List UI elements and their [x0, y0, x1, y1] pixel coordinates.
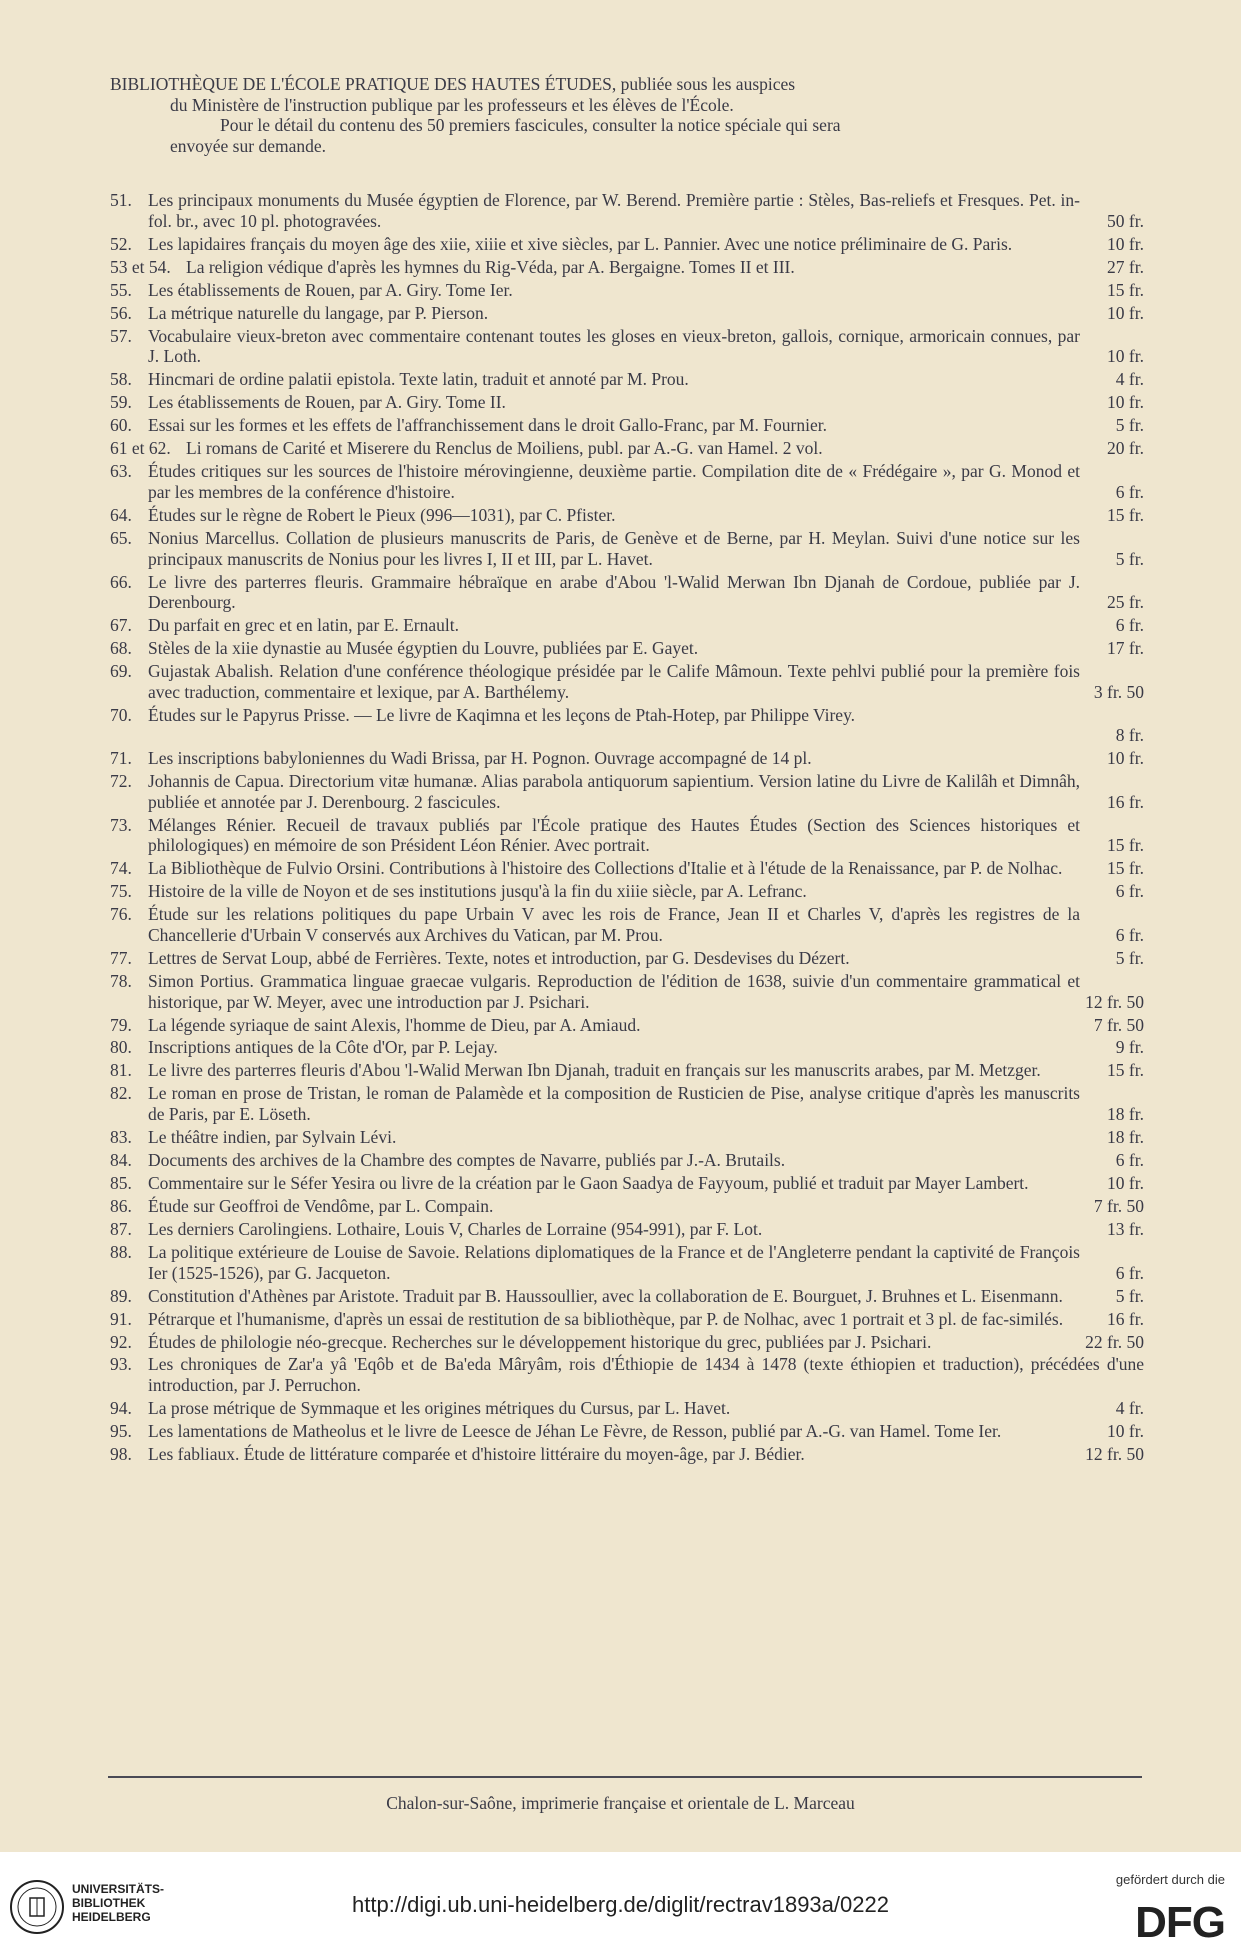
catalog-entry — [110, 1083, 1144, 1124]
entry-title: Les derniers Carolingiens. Lothaire, Louis V, Charles de Lorraine (954-991), par F. Lot. — [148, 1218, 763, 1239]
entry-number: 55. — [110, 279, 132, 300]
catalog-entry — [110, 904, 1144, 945]
entry-title: Stèles de la xiie dynastie au Musée égyptien du Louvre, publiées par E. Gayet. — [148, 638, 699, 659]
entry-price: 6 fr. — [1115, 1262, 1144, 1283]
entry-number: 79. — [110, 1014, 132, 1035]
catalog-entry — [110, 971, 1144, 1012]
entry-title: Li romans de Carité et Miserere du Renclus de Moiliens, publ. par A.-G. van Hamel. 2 vol. — [186, 438, 823, 459]
footer-rule — [108, 1776, 1142, 1778]
entry-title: Simon Portius. Grammatica linguae graecae vulgaris. Reproduction de l'édition de 1638, suivie d'un commentaire grammatical et historique, par W. Meyer, avec une introduction par J. Psichari. — [148, 970, 1080, 1012]
header-line-3: Pour le détail du contenu des 50 premiers fascicules, consulter la notice spéciale qui sera — [220, 115, 841, 136]
entry-title: Hincmari de ordine palatii epistola. Texte latin, traduit et annoté par M. Prou. — [148, 369, 689, 390]
catalog-entry — [110, 572, 1144, 613]
entry-title: Gujastak Abalish. Relation d'une conférence théologique présidée par le Calife Mâmoun. Texte pehlvi publié pour la première fois avec traduction, commentaire et lexique, par A. Barthélemy. — [148, 661, 1080, 702]
catalog-entry — [110, 1444, 1144, 1465]
catalog-entry — [110, 1309, 1144, 1330]
entry-number: 68. — [110, 638, 132, 659]
entry-number: 51. — [110, 190, 132, 211]
entry-price: 10 fr. — [1107, 1173, 1144, 1193]
page-content — [110, 74, 1144, 1467]
entry-number: 87. — [110, 1218, 132, 1239]
entry-number: 84. — [110, 1150, 132, 1171]
entry-title: Du parfait en grec et en latin, par E. Ernault. — [148, 615, 459, 636]
header-line-2: du Ministère de l'instruction publique par les professeurs et les élèves de l'École. — [170, 94, 734, 115]
entry-price: 7 fr. 50 — [1093, 1014, 1144, 1035]
entry-price: 22 fr. 50 — [1085, 1331, 1144, 1352]
entry-price: 15 fr. — [1107, 504, 1144, 525]
entry-title: Le livre des parterres fleuris d'Abou 'l-Walid Merwan Ibn Djanah, traduit en français sur les manuscrits arabes, par M. Metzger. — [148, 1060, 1041, 1081]
entry-title: Étude sur les relations politiques du pape Urbain V avec les rois de France, Jean II et Charles V, d'après les registres de la Chancellerie d'Urbain V conservés aux Archives du Vatican, par M. Prou. — [148, 904, 1080, 945]
entry-number: 57. — [110, 325, 132, 346]
entry-number: 59. — [110, 392, 132, 413]
entry-number: 72. — [110, 771, 132, 792]
catalog-entry — [110, 1015, 1144, 1036]
catalog-entry — [110, 1219, 1144, 1240]
entry-number: 52. — [110, 233, 132, 254]
viewer-footer — [0, 1852, 1241, 1959]
entry-title: Les principaux monuments du Musée égyptien de Florence, par W. Berend. Première partie : Stèles, Bas-reliefs et Fresques. Pet. in-fol. br., avec 10 pl. photogravées. — [148, 190, 1080, 231]
entry-title: La Bibliothèque de Fulvio Orsini. Contributions à l'histoire des Collections d'Italie et à l'étude de la Renaissance, par P. de Nolhac. — [148, 858, 1063, 879]
entry-title: Lettres de Servat Loup, abbé de Ferrières. Texte, notes et introduction, par G. Desdevises du Dézert. — [148, 947, 850, 968]
catalog-entry — [110, 392, 1144, 413]
funding-note: gefördert durch die — [1115, 1872, 1225, 1887]
entry-title: Vocabulaire vieux-breton avec commentaire contenant toutes les gloses en vieux-breton, gallois, cornique, armoricain connues, par J. Loth. — [148, 325, 1080, 367]
catalog-entry — [110, 438, 1144, 459]
catalog-entry — [110, 1150, 1144, 1171]
entry-title: Inscriptions antiques de la Côte d'Or, par P. Lejay. — [148, 1037, 498, 1058]
entry-number: 69. — [110, 661, 132, 682]
entry-title: Les fabliaux. Étude de littérature comparée et d'histoire littéraire du moyen-âge, par J. Bédier. — [148, 1444, 805, 1465]
entry-price: 10 fr. — [1107, 748, 1144, 769]
catalog-entry — [110, 1332, 1144, 1353]
entry-title: Nonius Marcellus. Collation de plusieurs manuscrits de Paris, de Genève et de Berne, par H. Meylan. Suivi d'une notice sur les principaux manuscrits de Nonius pour les livres I, II et III, par L. Havet. — [148, 527, 1080, 569]
catalog-entry — [110, 190, 1144, 231]
entry-number: 98. — [110, 1444, 132, 1465]
entry-number: 60. — [110, 415, 132, 436]
entry-price: 4 fr. — [1115, 1398, 1144, 1419]
entry-number: 56. — [110, 302, 132, 323]
entry-number: 76. — [110, 904, 132, 925]
header-line-1: BIBLIOTHÈQUE DE L'ÉCOLE PRATIQUE DES HAUTES ÉTUDES, publiée sous les auspices — [110, 74, 796, 94]
entry-title: Le théâtre indien, par Sylvain Lévi. — [148, 1127, 397, 1148]
printer-imprint: Chalon-sur-Saône, imprimerie française et orientale de L. Marceau — [386, 1793, 855, 1813]
catalog-entry — [110, 881, 1144, 902]
entry-number: 82. — [110, 1083, 132, 1104]
entry-price: 4 fr. — [1115, 369, 1144, 390]
entry-price: 10 fr. — [1107, 346, 1144, 367]
entry-price: 12 fr. 50 — [1085, 1444, 1144, 1465]
entry-price: 10 fr. — [1107, 233, 1144, 254]
entry-title: Essai sur les formes et les effets de l'affranchissement dans le droit Gallo-Franc, par M. Fournier. — [148, 415, 827, 436]
entry-number: 66. — [110, 571, 132, 592]
entry-number: 92. — [110, 1331, 132, 1352]
entry-price: 6 fr. — [1115, 881, 1144, 902]
entry-number: 65. — [110, 527, 132, 548]
catalog-entry — [110, 257, 1144, 278]
catalog-entry — [110, 280, 1144, 301]
catalog-entry — [110, 303, 1144, 324]
entry-price: 5 fr. — [1115, 415, 1144, 436]
entry-number: 93. — [110, 1354, 132, 1375]
catalog-entry — [110, 1127, 1144, 1148]
entry-number: 80. — [110, 1037, 132, 1058]
entry-title: Mélanges Rénier. Recueil de travaux publiés par l'École pratique des Hautes Études (Section des Sciences historiques et philologiques) en mémoire de son Président Léon Rénier. Avec portrait. — [148, 814, 1080, 856]
catalog-entry — [110, 326, 1144, 367]
entry-title: Le livre des parterres fleuris. Grammaire hébraïque en arabe d'Abou 'l-Walid Merwan Ibn Djanah de Cordoue, publiée par J. Derenbourg. — [148, 571, 1080, 613]
entry-title: Johannis de Capua. Directorium vitæ humanæ. Alias parabola antiquorum sapientium. Version latine du Livre de Kalilâh et Dimnâh, publiée et annotée par J. Derenbourg. 2 fascicules. — [148, 771, 1080, 812]
entry-title: Études sur le Papyrus Prisse. — Le livre de Kaqimna et les leçons de Ptah-Hotep, par Philippe Virey. — [148, 704, 856, 725]
catalog-entry — [110, 705, 1144, 746]
entry-price: 10 fr. — [1107, 392, 1144, 413]
entry-price: 13 fr. — [1107, 1218, 1144, 1239]
uni-line-1: UNIVERSITÄTS- — [72, 1882, 165, 1896]
entry-price: 16 fr. — [1107, 1308, 1144, 1329]
entry-price: 12 fr. 50 — [1085, 991, 1144, 1012]
entry-number: 86. — [110, 1195, 132, 1216]
catalog-entry — [110, 1242, 1144, 1283]
catalog-entry — [110, 461, 1144, 502]
catalog-entry — [110, 1196, 1144, 1217]
entry-price: 50 fr. — [1107, 210, 1144, 231]
entry-title: Commentaire sur le Séfer Yesira ou livre de la création par le Gaon Saadya de Fayyoum, publié et traduit par Mayer Lambert. — [148, 1173, 1029, 1193]
entry-number: 91. — [110, 1308, 132, 1329]
entry-title: La prose métrique de Symmaque et les origines métriques du Cursus, par L. Havet. — [148, 1398, 731, 1419]
catalog-entry — [110, 948, 1144, 969]
entry-number: 61 et 62. — [110, 438, 171, 459]
catalog-entry — [110, 505, 1144, 526]
catalog-entry — [110, 1037, 1144, 1058]
entry-title: Pétrarque et l'humanisme, d'après un essai de restitution de sa bibliothèque, par P. de Nolhac, avec 1 portrait et 3 pl. de fac-similés. — [148, 1308, 1064, 1329]
catalog-entry — [110, 1398, 1144, 1419]
entry-title: La religion védique d'après les hymnes du Rig-Véda, par A. Bergaigne. Tomes II et III. — [186, 256, 795, 277]
entry-title: Études sur le règne de Robert le Pieux (996—1031), par C. Pfister. — [148, 504, 616, 525]
entry-number: 81. — [110, 1060, 132, 1081]
entry-number: 89. — [110, 1285, 132, 1306]
entry-number: 88. — [110, 1241, 132, 1262]
entry-title: Histoire de la ville de Noyon et de ses institutions jusqu'à la fin du xiiie siècle, par A. Lefranc. — [148, 881, 807, 902]
entry-title: Étude sur Geoffroi de Vendôme, par L. Compain. — [148, 1195, 494, 1216]
uni-line-2: BIBLIOTHEK — [72, 1896, 146, 1910]
entry-number: 77. — [110, 947, 132, 968]
catalog-entry — [110, 1354, 1144, 1395]
catalog-entry — [110, 1286, 1144, 1307]
entry-number: 78. — [110, 970, 132, 991]
entry-price: 9 fr. — [1115, 1037, 1144, 1058]
entry-price: 6 fr. — [1115, 482, 1144, 502]
entry-price: 15 fr. — [1107, 858, 1144, 879]
entry-price: 18 fr. — [1107, 1127, 1144, 1148]
entry-number: 64. — [110, 504, 132, 525]
dfg-logo: DFG — [1135, 1898, 1225, 1947]
entry-title: Les établissements de Rouen, par A. Giry. Tome II. — [148, 392, 506, 413]
entry-price: 6 fr. — [1115, 924, 1144, 945]
catalog-entry — [110, 638, 1144, 659]
page-url[interactable]: http://digi.ub.uni-heidelberg.de/diglit/rectrav1893a/0222 — [352, 1892, 889, 1917]
entry-title: La métrique naturelle du langage, par P. Pierson. — [148, 302, 489, 323]
uni-line-3: HEIDELBERG — [72, 1910, 151, 1924]
entry-price: 15 fr. — [1107, 279, 1144, 300]
entry-number: 94. — [110, 1398, 132, 1419]
entry-price: 10 fr. — [1107, 302, 1144, 323]
entry-number: 73. — [110, 814, 132, 835]
entry-price: 20 fr. — [1107, 438, 1144, 459]
entry-number: 83. — [110, 1127, 132, 1148]
entry-title: Le roman en prose de Tristan, le roman de Palamède et la composition de Rusticien de Pise, analyse critique d'après les manuscrits de Paris, par E. Löseth. — [148, 1083, 1080, 1125]
catalog-entry — [110, 615, 1144, 636]
entry-title: La légende syriaque de saint Alexis, l'homme de Dieu, par A. Amiaud. — [148, 1014, 641, 1035]
entry-title: Les lapidaires français du moyen âge des xiie, xiiie et xive siècles, par L. Pannier. Avec une notice préliminaire de G. Paris. — [148, 233, 1013, 254]
entry-price: 25 fr. — [1107, 592, 1144, 613]
entry-price: 8 fr. — [1115, 725, 1144, 746]
entry-title: Les inscriptions babyloniennes du Wadi Brissa, par H. Pognon. Ouvrage accompagné de 14 pl. — [148, 748, 812, 769]
catalog-entry — [110, 1060, 1144, 1081]
entry-number: 70. — [110, 704, 132, 725]
entry-number: 53 et 54. — [110, 256, 171, 277]
entry-title: Études de philologie néo-grecque. Recherches sur le développement historique du grec, publiées par J. Psichari. — [148, 1331, 932, 1352]
entry-price: 15 fr. — [1107, 835, 1144, 856]
entry-number: 85. — [110, 1173, 132, 1193]
catalog-entry — [110, 234, 1144, 255]
entry-title: Les chroniques de Zar'a yâ 'Eqôb et de Ba'eda Mâryâm, rois d'Éthiopie de 1434 à 1478 (texte éthiopien et traduction), précédées d'une introduction, par J. Perruchon. — [148, 1354, 1144, 1396]
entry-price: 18 fr. — [1107, 1104, 1144, 1125]
catalog-entry — [110, 771, 1144, 812]
catalog-entry — [110, 1421, 1144, 1442]
catalog-entry — [110, 415, 1144, 436]
catalog-entry — [110, 661, 1144, 702]
catalog-entry — [110, 815, 1144, 856]
entry-price: 5 fr. — [1115, 548, 1144, 569]
catalog-entry — [110, 528, 1144, 569]
entry-title: Les établissements de Rouen, par A. Giry. Tome Ier. — [148, 279, 513, 300]
entry-price: 17 fr. — [1107, 638, 1144, 659]
entry-price: 6 fr. — [1115, 1150, 1144, 1171]
entry-price: 6 fr. — [1115, 615, 1144, 636]
catalog-entries — [110, 190, 1144, 1464]
entry-price: 5 fr. — [1115, 947, 1144, 968]
header-line-4: envoyée sur demande. — [170, 135, 326, 156]
entry-number: 95. — [110, 1421, 132, 1442]
entry-price: 5 fr. — [1115, 1285, 1144, 1306]
entry-price: 7 fr. 50 — [1093, 1195, 1144, 1216]
entry-price: 27 fr. — [1107, 256, 1144, 277]
entry-number: 71. — [110, 748, 132, 769]
entry-number: 75. — [110, 881, 132, 902]
entry-title: La politique extérieure de Louise de Savoie. Relations diplomatiques de la France et de l'Angleterre pendant la captivité de François Ier (1525-1526), par G. Jacqueton. — [148, 1241, 1080, 1283]
catalog-entry — [110, 1173, 1144, 1194]
entry-price: 10 fr. — [1107, 1421, 1144, 1442]
entry-title: Les lamentations de Matheolus et le livre de Leesce de Jéhan Le Fèvre, de Resson, publié par A.-G. van Hamel. Tome Ier. — [148, 1421, 1002, 1442]
entry-number: 63. — [110, 461, 132, 482]
catalog-entry — [110, 748, 1144, 769]
entry-title: Constitution d'Athènes par Aristote. Traduit par B. Haussoullier, avec la collaboration de E. Bourguet, J. Bruhnes et L. Eisenmann. — [148, 1285, 1063, 1306]
entry-title: Études critiques sur les sources de l'histoire mérovingienne, deuxième partie. Compilation dite de « Frédégaire », par G. Monod et par les membres de la conférence d'histoire. — [148, 461, 1080, 502]
entry-price: 15 fr. — [1107, 1060, 1144, 1081]
catalog-header — [110, 74, 1144, 156]
entry-title: Documents des archives de la Chambre des comptes de Navarre, publiés par J.-A. Brutails. — [148, 1150, 786, 1171]
entry-number: 58. — [110, 369, 132, 390]
entry-price: 16 fr. — [1107, 791, 1144, 812]
entry-price: 3 fr. 50 — [1093, 681, 1144, 702]
catalog-entry — [110, 369, 1144, 390]
entry-number: 67. — [110, 615, 132, 636]
entry-number: 74. — [110, 858, 132, 879]
catalog-entry — [110, 858, 1144, 879]
